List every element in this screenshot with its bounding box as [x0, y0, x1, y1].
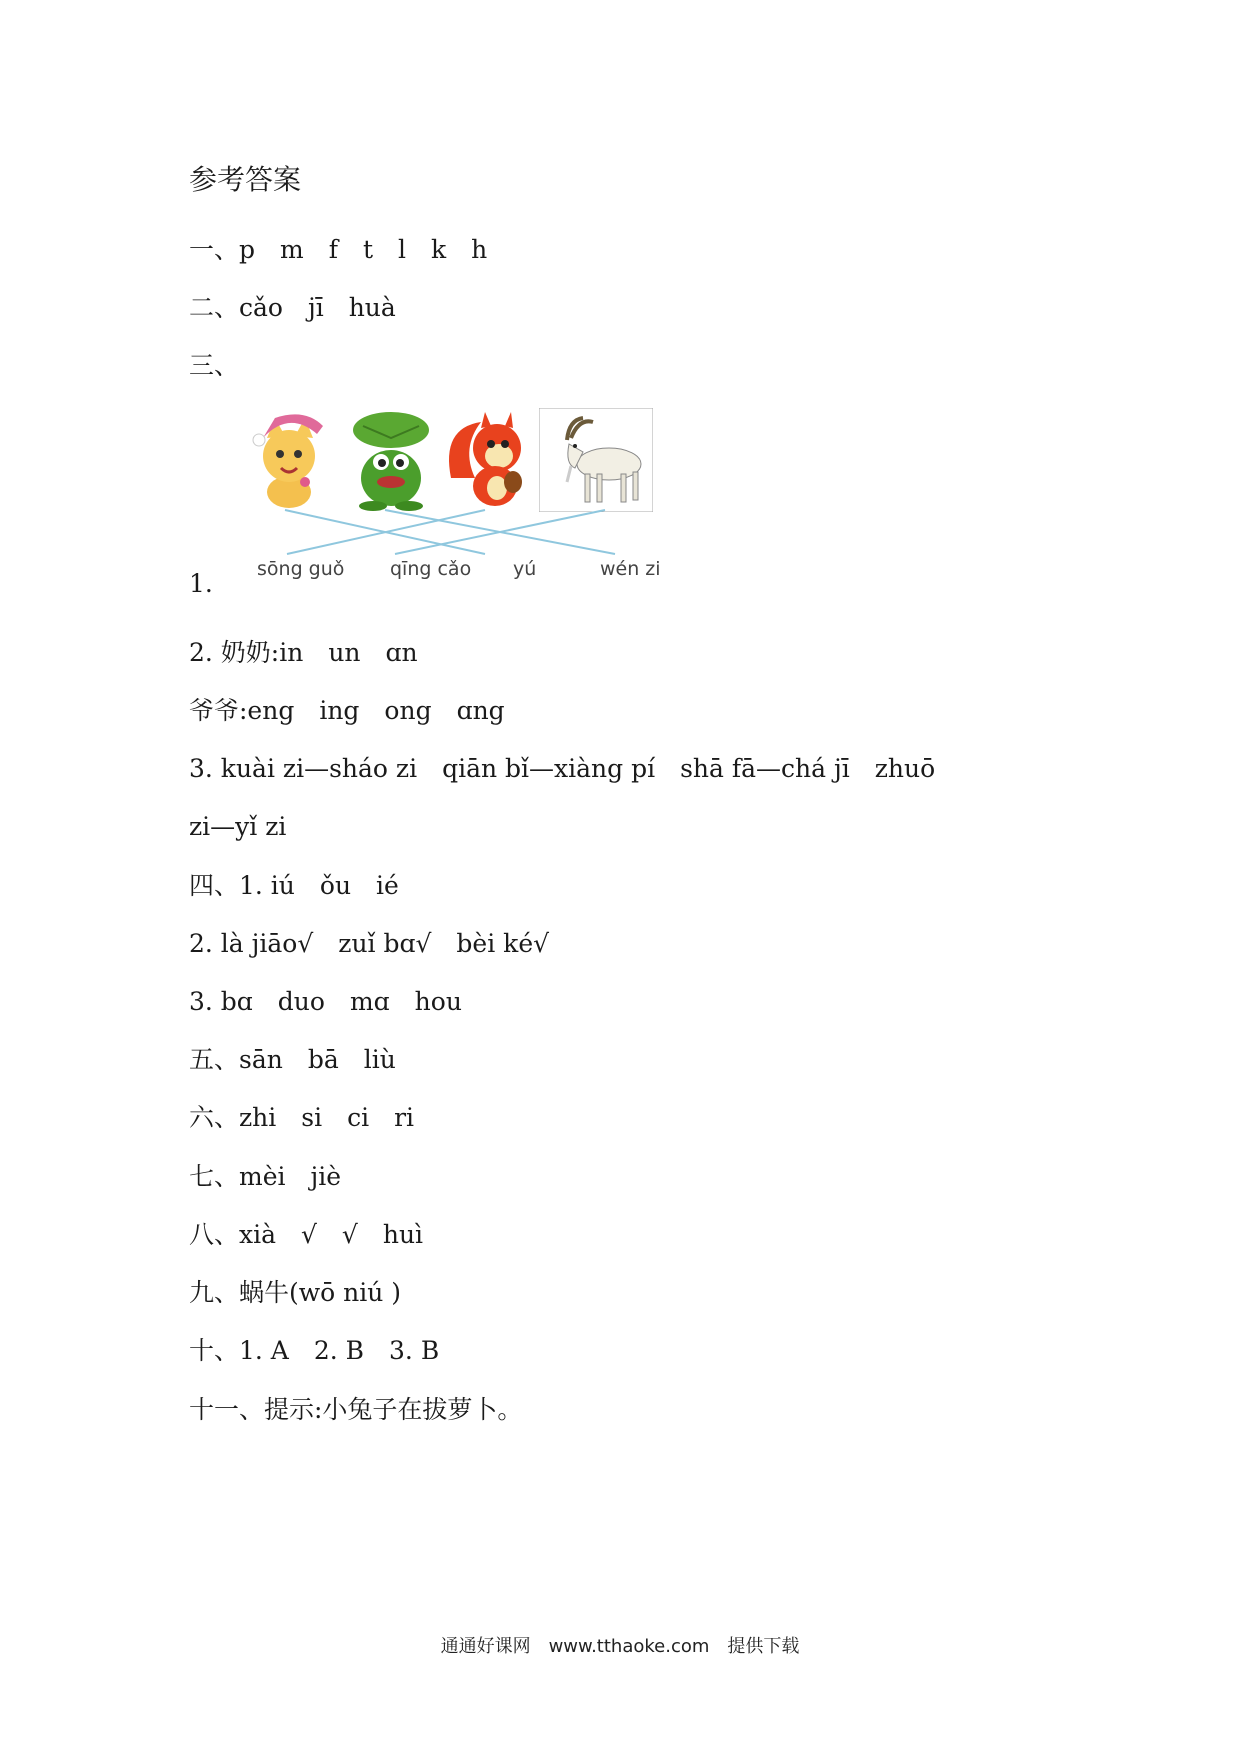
answer-10: 十、1. A 2. B 3. B	[189, 1336, 440, 1365]
answer-3-2-grandma: 2. 奶奶:in un ɑn	[189, 638, 418, 667]
page-footer: 通通好课网 www.tthaoke.com 提供下载	[440, 1636, 800, 1657]
answer-3-2-grandpa: 爷爷:eng ing ong ɑng	[189, 696, 505, 725]
answer-1: 一、p m f t l k h	[189, 235, 488, 264]
answer-4-3: 3. bɑ duo mɑ hou	[189, 987, 462, 1016]
answer-8: 八、xià √ √ huì	[189, 1220, 424, 1249]
answer-3-heading: 三、	[189, 351, 240, 380]
page-title: 参考答案	[189, 163, 302, 196]
answer-3-3-line2: zi—yǐ zi	[189, 812, 287, 841]
answer-11: 十一、提示:小兔子在拔萝卜。	[189, 1395, 523, 1424]
answer-4-1: 四、1. iú ǒu ié	[189, 871, 399, 900]
answer-2: 二、cǎo jī huà	[189, 293, 396, 322]
figure-label-qing-cao: qīng cǎo	[390, 558, 472, 580]
match-line-goat	[395, 510, 605, 554]
figure-label-yu: yú	[513, 558, 537, 580]
figure-label-song-guo: sōng guǒ	[257, 558, 345, 580]
answer-9: 九、蜗牛(wō niú )	[189, 1278, 402, 1307]
figure-label-wen-zi: wén zi	[600, 558, 661, 580]
answer-4-2: 2. là jiāo√ zuǐ bɑ√ bèi ké√	[189, 929, 550, 958]
answer-6: 六、zhi si ci ri	[189, 1103, 415, 1132]
answer-5: 五、sān bā liù	[189, 1045, 396, 1074]
matching-figure	[245, 400, 670, 592]
answer-7: 七、mèi jiè	[189, 1162, 342, 1191]
answer-3-1-number: 1.	[189, 569, 213, 598]
answer-3-3-line1: 3. kuài zi—sháo zi qiān bǐ—xiàng pí shā fā—chá jī zhuō	[189, 754, 936, 783]
